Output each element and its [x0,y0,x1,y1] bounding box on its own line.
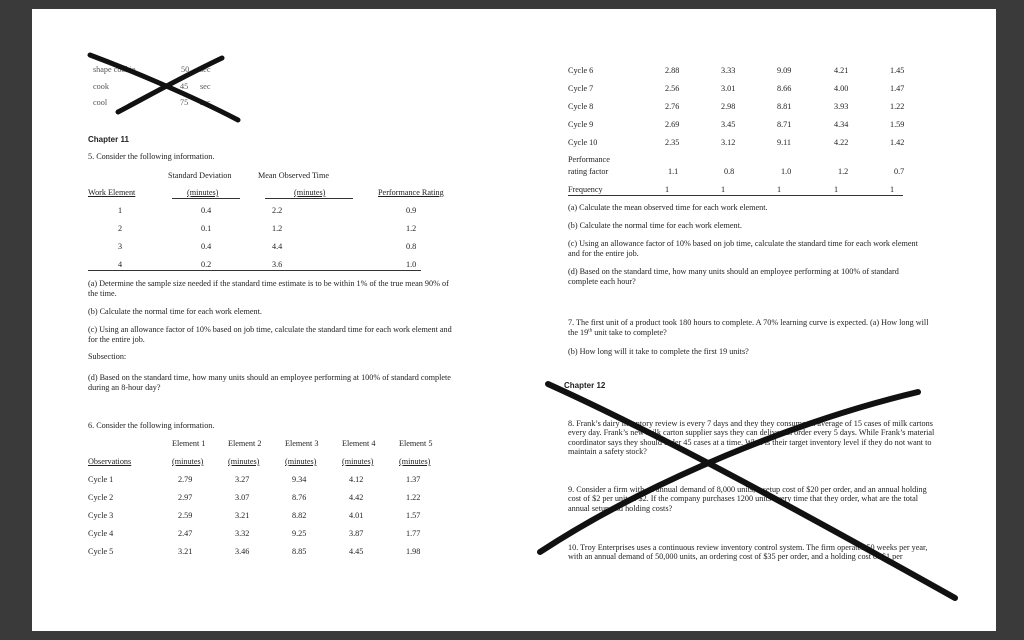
q6-cycle-4-e3: 9.25 [292,529,307,538]
q5-header-underline-sd [172,198,240,199]
q6-cycle-5-e3: 8.85 [292,547,307,556]
q6-cycle-7-e1: 2.56 [665,84,680,93]
q6-cycle-7-e2: 3.01 [721,84,736,93]
q5-intro: 5. Consider the following information. [88,152,215,161]
q5-part-d: (d) Based on the standard time, how many units should an employee performing at 100% of standard complete during an 8-hour day? [88,373,451,392]
q6-cycle-1-e4: 4.12 [349,475,364,484]
q5-part-a: (a) Determine the sample size needed if the standard time estimate is to be within 1% of the true mean 90% of the time. [88,279,449,298]
q5-part-b: (b) Calculate the normal time for each work element. [88,307,262,316]
top-row-3-value: 75 [180,98,189,107]
q6-cycle-9-e4: 4.34 [834,120,849,129]
q6-cycle-9-e5: 1.59 [890,120,905,129]
q6-cycle-4-e1: 2.47 [178,529,193,538]
q6-cycle-6-e1: 2.88 [665,66,680,75]
top-row-2-label: cook [93,82,109,91]
q8-text: 8. Frank’s dairy inventory review is every 7 days and they they consume an average of 15 cases of milk cartons every day. Frank’s new milk carton supplier says they can deliver an order every 5 days. While Frank’s material coordinator says they should order 45 cases at a time. What is their target inventory level if they do not want to maintain a safety stock? [568,419,935,457]
document-page [32,9,996,631]
q6-cycle-1-e1: 2.79 [178,475,193,484]
q5-row-3-pr: 0.8 [406,242,417,251]
top-row-2-value: 45 [180,82,189,91]
q7-superscript: th [588,328,593,334]
q6-header-minutes-3: (minutes) [285,457,317,466]
subsection-label: Subsection: [88,352,127,361]
q5-header-sd: Standard Deviation [168,171,232,180]
q5-row-4-element: 4 [118,260,123,269]
q6-cycle-7-e4: 4.00 [834,84,849,93]
q7-part-a [568,318,936,338]
q6-cycle-4-e4: 3.87 [349,529,364,538]
perf-value-4: 1.2 [838,167,849,176]
q6-cycle-7-label: Cycle 7 [568,84,594,93]
right-table-bottom-rule [568,195,903,196]
frequency-value-4: 1 [834,185,839,194]
top-row-1-value: 50 [181,65,190,74]
perf-value-2: 0.8 [724,167,735,176]
q5-row-4-mot: 3.6 [272,260,283,269]
q6-cycle-1-e5: 1.37 [406,475,421,484]
q7-part-a-end: unit take to complete? [592,327,667,337]
q5-header-work-element: Work Element [88,188,136,197]
q5-header-underline-mot [265,198,353,199]
q6-cycle-10-e3: 9.11 [777,138,792,147]
q5-row-1-mot: 2.2 [272,206,283,215]
q5-row-2-mot: 1.2 [272,224,283,233]
top-row-2-unit: sec [200,82,211,91]
q6-cycle-10-e5: 1.42 [890,138,905,147]
q6-cycle-6-e5: 1.45 [890,66,905,75]
perf-label-line2: rating factor [568,167,609,176]
perf-label-line1: Performance [568,155,610,164]
q5-row-2-pr: 1.2 [406,224,417,233]
q6-cycle-9-e2: 3.45 [721,120,736,129]
top-row-1-unit: sec [200,65,211,74]
q5-row-3-element: 3 [118,242,123,251]
q6-cycle-10-label: Cycle 10 [568,138,598,147]
q5-row-1-pr: 0.9 [406,206,417,215]
q5-header-performance-rating: Performance Rating [378,188,444,197]
frequency-value-1: 1 [665,185,670,194]
q6-cycle-3-e3: 8.82 [292,511,307,520]
q6-cycle-7-e3: 8.66 [777,84,792,93]
frequency-value-2: 1 [721,185,726,194]
q6-part-b: (b) Calculate the normal time for each work element. [568,221,742,230]
q6-cycle-3-e5: 1.57 [406,511,421,520]
q6-header-element-3: Element 3 [285,439,319,448]
q7-part-b: (b) How long will it take to complete the first 19 units? [568,347,749,356]
frequency-label: Frequency [568,185,603,194]
top-row-1-label: shape cookie [93,65,136,74]
q6-cycle-3-e2: 3.21 [235,511,250,520]
q6-cycle-10-e1: 2.35 [665,138,680,147]
q6-cycle-9-label: Cycle 9 [568,120,594,129]
q6-cycle-8-e1: 2.76 [665,102,680,111]
q5-row-4-sd: 0.2 [201,260,212,269]
q6-cycle-5-e2: 3.46 [235,547,250,556]
q6-cycle-1-e2: 3.27 [235,475,250,484]
q6-cycle-2-e2: 3.07 [235,493,250,502]
q6-cycle-3-e4: 4.01 [349,511,364,520]
q6-cycle-8-label: Cycle 8 [568,102,594,111]
q6-cycle-4-e2: 3.32 [235,529,250,538]
q6-cycle-5-label: Cycle 5 [88,547,114,556]
q6-cycle-6-e2: 3.33 [721,66,736,75]
frequency-value-3: 1 [777,185,782,194]
q7-part-a-text: 7. The first unit of a product took 180 hours to complete. A 70% learning curve is expected. (a) How long will the 19 [568,318,929,337]
perf-value-3: 1.0 [781,167,792,176]
q6-cycle-6-label: Cycle 6 [568,66,594,75]
q6-cycle-6-e4: 4.21 [834,66,849,75]
q6-header-observations: Observations [88,457,132,466]
q6-cycle-8-e3: 8.81 [777,102,792,111]
q6-cycle-10-e4: 4.22 [834,138,849,147]
q6-cycle-7-e5: 1.47 [890,84,905,93]
top-row-3-label: cool [93,98,108,107]
q6-cycle-2-e1: 2.97 [178,493,193,502]
q6-header-minutes-5: (minutes) [399,457,431,466]
perf-value-5: 0.7 [894,167,905,176]
q6-cycle-3-e1: 2.59 [178,511,193,520]
q6-header-element-5: Element 5 [399,439,433,448]
q5-header-minutes-2: (minutes) [294,188,326,197]
q6-header-minutes-2: (minutes) [228,457,260,466]
q5-row-3-sd: 0.4 [201,242,212,251]
q6-cycle-4-e5: 1.77 [406,529,421,538]
q6-cycle-5-e1: 3.21 [178,547,193,556]
q6-part-c: (c) Using an allowance factor of 10% based on job time, calculate the standard time for each work element and for the entire job. [568,239,918,258]
q6-cycle-8-e4: 3.93 [834,102,849,111]
q6-cycle-2-label: Cycle 2 [88,493,114,502]
q6-cycle-2-e5: 1.22 [406,493,421,502]
q6-header-element-4: Element 4 [342,439,376,448]
q6-cycle-1-e3: 9.34 [292,475,307,484]
q6-part-d: (d) Based on the standard time, how many units should an employee performing at 100% of standard complete each hour? [568,267,899,286]
q5-header-mot: Mean Observed Time [258,171,329,180]
q6-cycle-3-label: Cycle 3 [88,511,114,520]
q5-row-2-element: 2 [118,224,123,233]
q5-row-1-element: 1 [118,206,123,215]
q6-header-minutes-1: (minutes) [172,457,204,466]
chapter-12-heading: Chapter 12 [564,381,606,390]
q6-cycle-10-e2: 3.12 [721,138,736,147]
q6-intro: 6. Consider the following information. [88,421,215,430]
perf-value-1: 1.1 [668,167,679,176]
frequency-value-5: 1 [890,185,895,194]
q6-header-element-2: Element 2 [228,439,262,448]
q6-cycle-6-e3: 9.09 [777,66,792,75]
top-row-3-unit: sec [200,98,211,107]
q5-row-4-pr: 1.0 [406,260,417,269]
q10-text: 10. Troy Enterprises uses a continuous review inventory control system. The firm operates 50 weeks per year, with an annual demand of 50,000 units, an ordering cost of $35 per order, and a holding cost of $1 per [568,543,928,562]
q6-cycle-5-e4: 4.45 [349,547,364,556]
q6-cycle-9-e3: 8.71 [777,120,792,129]
q6-cycle-1-label: Cycle 1 [88,475,114,484]
q6-cycle-9-e1: 2.69 [665,120,680,129]
q5-table-bottom-rule [88,270,421,271]
q5-row-3-mot: 4.4 [272,242,283,251]
q6-cycle-2-e4: 4.42 [349,493,364,502]
q5-header-minutes-1: (minutes) [187,188,219,197]
q6-cycle-2-e3: 8.76 [292,493,307,502]
q5-row-1-sd: 0.4 [201,206,212,215]
q9-text: 9. Consider a firm with an annual demand of 8,000 units, a setup cost of $20 per order, and an annual holding cost of $2 per unit of $2. If the company purchases 1200 units every time that they order, what are the total annual setup and holding costs? [568,485,927,513]
q5-part-c: (c) Using an allowance factor of 10% based on job time, calculate the standard time for each work element and for the entire job. [88,325,452,344]
q6-header-element-1: Element 1 [172,439,206,448]
q5-row-2-sd: 0.1 [201,224,212,233]
q6-part-a: (a) Calculate the mean observed time for each work element. [568,203,768,212]
q6-cycle-8-e5: 1.22 [890,102,905,111]
q6-cycle-4-label: Cycle 4 [88,529,114,538]
q6-header-minutes-4: (minutes) [342,457,374,466]
q6-cycle-8-e2: 2.98 [721,102,736,111]
q6-cycle-5-e5: 1.98 [406,547,421,556]
chapter-11-heading: Chapter 11 [88,135,129,144]
